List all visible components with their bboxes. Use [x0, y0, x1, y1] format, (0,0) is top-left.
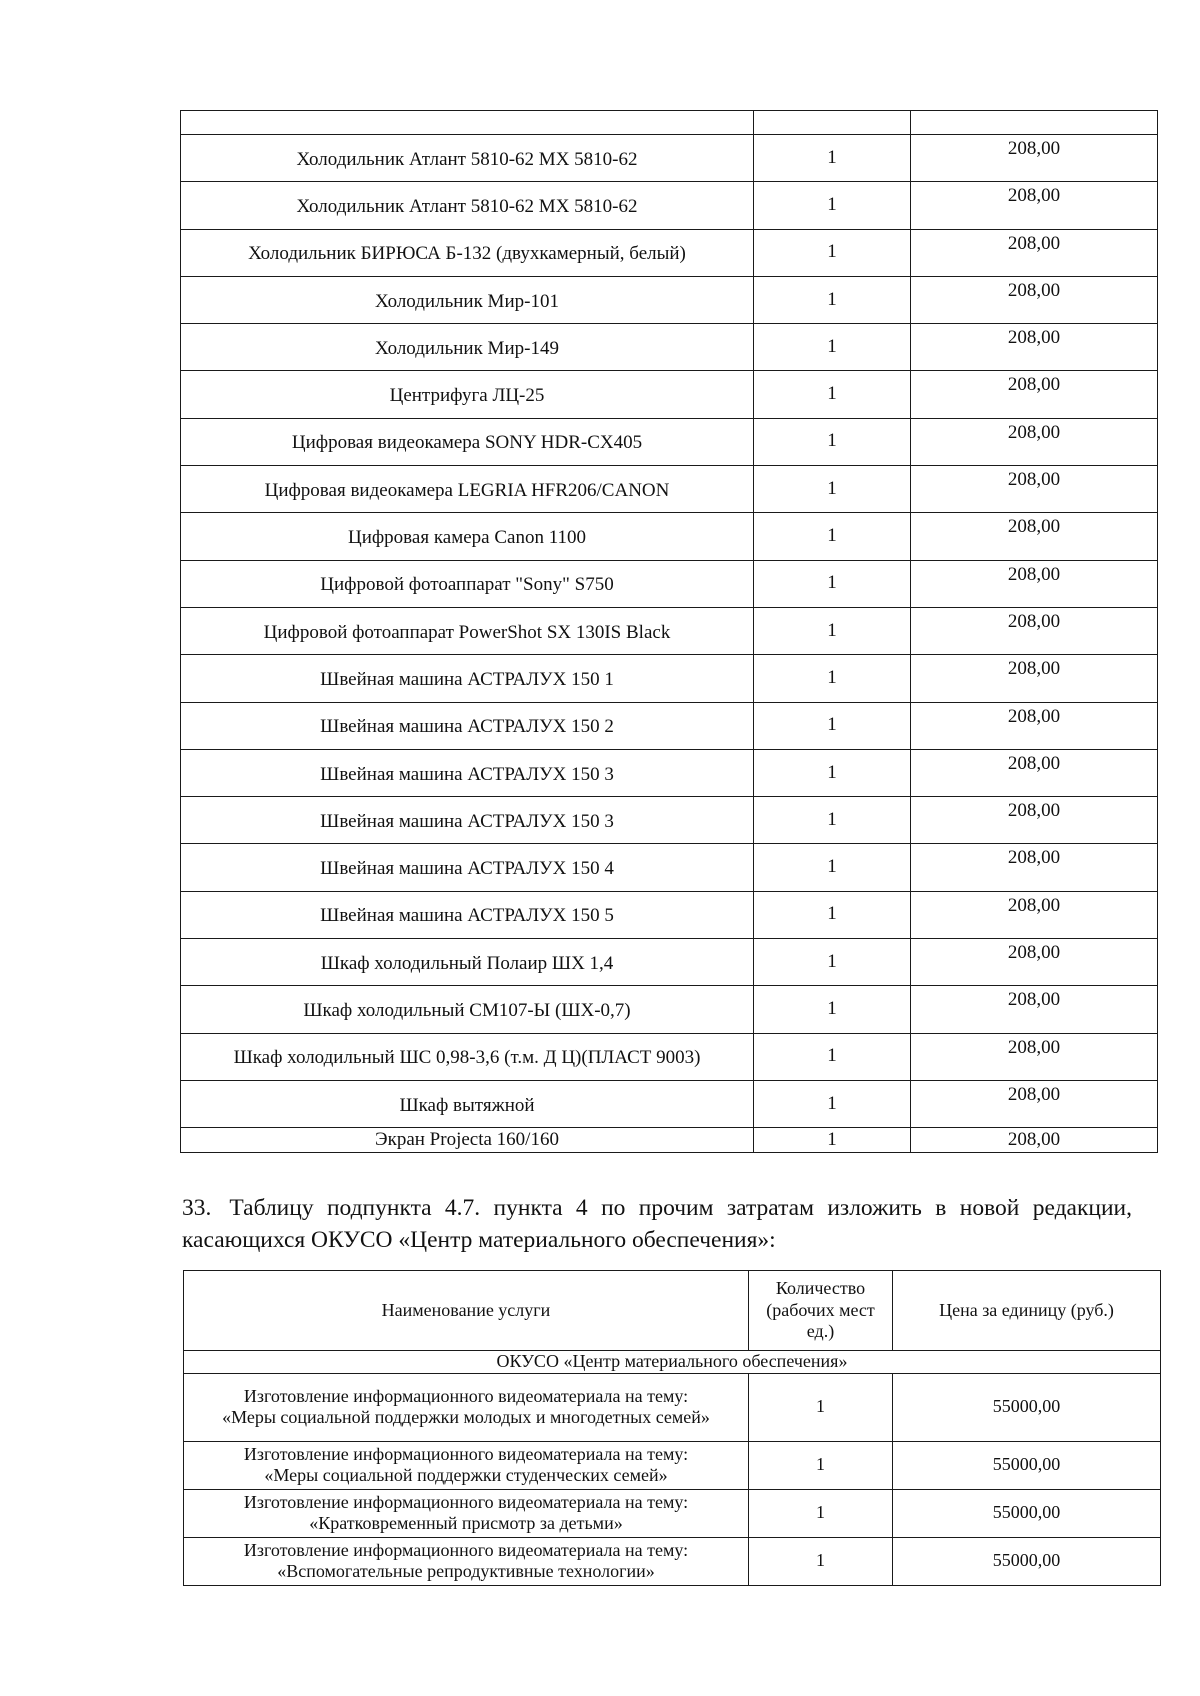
item-price-cell: 208,00	[911, 749, 1158, 796]
table-row	[181, 607, 1158, 654]
item-price-cell: 208,00	[911, 939, 1158, 986]
item-qty-cell: 1	[754, 939, 911, 986]
item-qty-cell: 1	[754, 1080, 911, 1127]
service-price-cell: 55000,00	[893, 1441, 1161, 1489]
item-name-cell: Цифровая видеокамера SONY HDR-CX405	[181, 418, 754, 465]
item-price-cell: 208,00	[911, 276, 1158, 323]
paragraph-number: 33.	[182, 1195, 212, 1221]
service-name-cell	[184, 1373, 749, 1441]
item-qty-cell: 1	[754, 513, 911, 560]
header-price-cell: Цена за единицу (руб.)	[893, 1271, 1161, 1351]
item-price-cell: 208,00	[911, 324, 1158, 371]
item-name-cell: Цифровой фотоаппарат "Sony" S750	[181, 560, 754, 607]
item-qty-cell: 1	[754, 135, 911, 182]
item-qty-cell: 1	[754, 466, 911, 513]
service-name-line2: «Вспомогательные репродуктивные технологии»	[277, 1561, 655, 1582]
item-name-cell: Центрифуга ЛЦ-25	[181, 371, 754, 418]
item-name-cell: Холодильник БИРЮСА Б-132 (двухкамерный, белый)	[181, 229, 754, 276]
item-name-cell: Шкаф вытяжной	[181, 1080, 754, 1127]
item-name-cell: Швейная машина АСТРАЛУХ 150 2	[181, 702, 754, 749]
item-name-cell: Швейная машина АСТРАЛУХ 150 5	[181, 891, 754, 938]
table-row	[181, 560, 1158, 607]
item-price-cell: 208,00	[911, 607, 1158, 654]
service-price-cell: 55000,00	[893, 1489, 1161, 1537]
item-price-cell: 208,00	[911, 229, 1158, 276]
table-row	[181, 182, 1158, 229]
service-qty-cell: 1	[749, 1373, 893, 1441]
service-qty-cell: 1	[749, 1537, 893, 1585]
paragraph-33	[182, 1192, 1132, 1256]
table-row	[181, 1128, 1158, 1153]
item-name-cell: Холодильник Мир-149	[181, 324, 754, 371]
table-row	[181, 891, 1158, 938]
item-qty-cell: 1	[754, 560, 911, 607]
item-name-cell: Цифровая камера Canon 1100	[181, 513, 754, 560]
table-row	[181, 702, 1158, 749]
equipment-table	[180, 110, 1158, 1153]
item-price-cell: 208,00	[911, 655, 1158, 702]
table-row	[181, 1080, 1158, 1127]
table-row	[181, 371, 1158, 418]
service-qty-cell: 1	[749, 1441, 893, 1489]
item-name-cell: Шкаф холодильный СМ107-Ы (ШХ-0,7)	[181, 986, 754, 1033]
blank-cell	[911, 111, 1158, 135]
service-name-line1: Изготовление информационного видеоматериала на тему:	[243, 1491, 689, 1512]
service-name-cell	[184, 1441, 749, 1489]
item-price-cell: 208,00	[911, 844, 1158, 891]
organization-row	[184, 1351, 1161, 1374]
item-qty-cell: 1	[754, 891, 911, 938]
item-price-cell: 208,00	[911, 513, 1158, 560]
item-qty-cell: 1	[754, 749, 911, 796]
service-name-cell	[184, 1537, 749, 1585]
service-name-line1: Изготовление информационного видеоматериала на тему:	[243, 1385, 689, 1406]
table-row	[181, 324, 1158, 371]
service-qty-cell: 1	[749, 1489, 893, 1537]
service-price-cell: 55000,00	[893, 1373, 1161, 1441]
table-row	[181, 418, 1158, 465]
service-table	[183, 1270, 1161, 1586]
item-price-cell: 208,00	[911, 1080, 1158, 1127]
item-qty-cell: 1	[754, 229, 911, 276]
item-name-cell: Швейная машина АСТРАЛУХ 150 4	[181, 844, 754, 891]
item-qty-cell: 1	[754, 182, 911, 229]
item-qty-cell: 1	[754, 371, 911, 418]
item-qty-cell: 1	[754, 797, 911, 844]
item-qty-cell: 1	[754, 1128, 911, 1153]
item-name-cell: Экран Projecta 160/160	[181, 1128, 754, 1153]
item-name-cell: Шкаф холодильный ШС 0,98-3,6 (т.м. Д Ц)(ПЛАСТ 9003)	[181, 1033, 754, 1080]
item-price-cell: 208,00	[911, 797, 1158, 844]
item-price-cell: 208,00	[911, 891, 1158, 938]
service-name-line2: «Меры социальной поддержки молодых и многодетных семей»	[222, 1407, 710, 1428]
table-row	[181, 655, 1158, 702]
blank-cell	[181, 111, 754, 135]
item-price-cell: 208,00	[911, 371, 1158, 418]
item-name-cell: Холодильник Атлант 5810-62 МХ 5810-62	[181, 182, 754, 229]
table-row	[181, 229, 1158, 276]
table-row	[181, 466, 1158, 513]
table-row	[184, 1441, 1161, 1489]
item-qty-cell: 1	[754, 324, 911, 371]
item-price-cell: 208,00	[911, 466, 1158, 513]
table-row	[181, 1033, 1158, 1080]
item-qty-cell: 1	[754, 276, 911, 323]
table-row	[184, 1489, 1161, 1537]
item-name-cell: Холодильник Атлант 5810-62 МХ 5810-62	[181, 135, 754, 182]
header-name-cell: Наименование услуги	[184, 1271, 749, 1351]
header-qty-cell: Количество (рабочих мест ед.)	[749, 1271, 893, 1351]
table-row	[181, 135, 1158, 182]
item-price-cell: 208,00	[911, 135, 1158, 182]
item-qty-cell: 1	[754, 844, 911, 891]
item-name-cell: Цифровая видеокамера LEGRIA HFR206/CANON	[181, 466, 754, 513]
table-row	[181, 276, 1158, 323]
blank-cell	[754, 111, 911, 135]
table-row	[181, 513, 1158, 560]
item-qty-cell: 1	[754, 1033, 911, 1080]
item-name-cell: Шкаф холодильный Полаир ШХ 1,4	[181, 939, 754, 986]
service-name-cell	[184, 1489, 749, 1537]
service-name-line2: «Меры социальной поддержки студенческих семей»	[264, 1465, 668, 1486]
table-header-row-blank	[181, 111, 1158, 135]
item-price-cell: 208,00	[911, 702, 1158, 749]
item-qty-cell: 1	[754, 655, 911, 702]
service-name-line1: Изготовление информационного видеоматериала на тему:	[243, 1443, 689, 1464]
paragraph-text: Таблицу подпункта 4.7. пункта 4 по прочим затратам изложить в новой редакции, касающихся ОКУСО «Центр материального обеспечения»:	[182, 1195, 1132, 1253]
table-row	[181, 749, 1158, 796]
service-name-line2: «Кратковременный присмотр за детьми»	[309, 1513, 623, 1534]
organization-cell: ОКУСО «Центр материального обеспечения»	[184, 1351, 1161, 1374]
item-price-cell: 208,00	[911, 1033, 1158, 1080]
item-name-cell: Холодильник Мир-101	[181, 276, 754, 323]
item-qty-cell: 1	[754, 607, 911, 654]
item-qty-cell: 1	[754, 702, 911, 749]
table-header-row	[184, 1271, 1161, 1351]
item-price-cell: 208,00	[911, 560, 1158, 607]
table-row	[184, 1373, 1161, 1441]
table-row	[181, 986, 1158, 1033]
item-price-cell: 208,00	[911, 986, 1158, 1033]
table-row	[181, 797, 1158, 844]
table-row	[181, 844, 1158, 891]
item-price-cell: 208,00	[911, 1128, 1158, 1153]
table-row	[184, 1537, 1161, 1585]
service-price-cell: 55000,00	[893, 1537, 1161, 1585]
item-price-cell: 208,00	[911, 418, 1158, 465]
service-name-line1: Изготовление информационного видеоматериала на тему:	[243, 1539, 689, 1560]
item-name-cell: Цифровой фотоаппарат PowerShot SX 130IS Black	[181, 607, 754, 654]
item-name-cell: Швейная машина АСТРАЛУХ 150 1	[181, 655, 754, 702]
item-price-cell: 208,00	[911, 182, 1158, 229]
item-qty-cell: 1	[754, 418, 911, 465]
item-qty-cell: 1	[754, 986, 911, 1033]
item-name-cell: Швейная машина АСТРАЛУХ 150 3	[181, 797, 754, 844]
table-row	[181, 939, 1158, 986]
item-name-cell: Швейная машина АСТРАЛУХ 150 3	[181, 749, 754, 796]
